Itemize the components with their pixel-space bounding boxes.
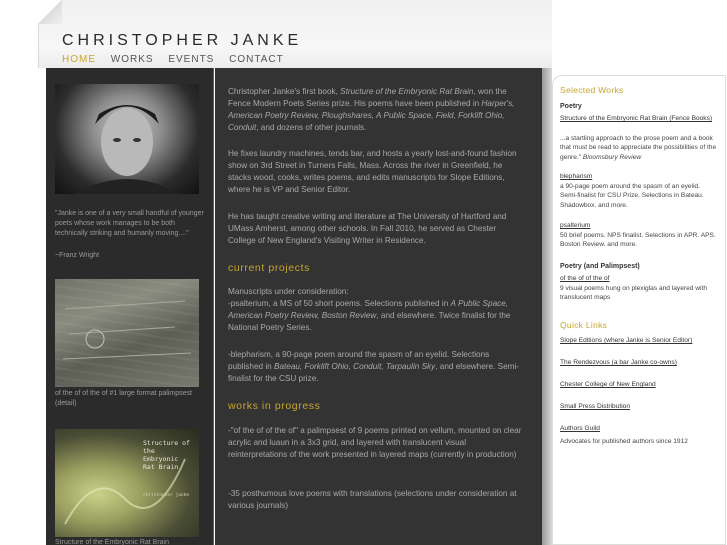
selected-works-heading: Selected Works: [560, 85, 624, 95]
poetry-heading: Poetry: [560, 103, 582, 110]
psalterium-description: [228, 298, 526, 334]
nav-item-contact[interactable]: CONTACT: [229, 54, 284, 65]
link-the-rendezvous[interactable]: The Rendezvous (a bar Janke co-owns): [560, 359, 677, 366]
work4-description: 9 visual poems hung on plexiglas and layered with translucent maps: [560, 285, 707, 302]
book-cover-author: christopher janke: [143, 493, 190, 498]
bio-text: Christopher Janke's first book,: [228, 87, 341, 96]
works-in-progress-heading: works in progress: [228, 400, 321, 412]
project-text: , and elsewhere. Semi-finalist for the CSU prize.: [228, 362, 519, 384]
book-cover-title: Structure of the Embryonic Rat Brain: [143, 439, 190, 471]
bio-text: , and dozens of other journals.: [256, 123, 367, 133]
column-divider: [542, 68, 552, 545]
work4-link[interactable]: [560, 274, 718, 283]
review-source: Bloomsbury Review: [582, 153, 642, 161]
author-photo: [55, 84, 199, 194]
work1-link[interactable]: [560, 114, 718, 123]
palimpsest-caption: of the of of the of #1 large format palimpsest (detail): [55, 390, 192, 407]
authors-guild-description: Advocates for published authors since 1912: [560, 438, 688, 445]
work2-link-text[interactable]: blepharism: [560, 173, 593, 180]
book-cover-photo[interactable]: [55, 429, 199, 537]
book-caption: Structure of the Embryonic Rat Brain: [55, 539, 169, 545]
nav-item-events[interactable]: EVENTS: [168, 54, 215, 65]
project-text: -psalterium, a MS of 50 short poems. Selections published in: [228, 299, 451, 308]
work2-link[interactable]: [560, 172, 718, 181]
palimpsest-heading: Poetry (and Palimpsest): [560, 263, 640, 270]
work-description-text: ...a startling approach to the prose poem and a book that must be read to appreciate the possibilities of the genre.": [560, 135, 717, 161]
work1-description: [560, 134, 718, 162]
book-title: Structure of the Embryonic Rat Brain: [340, 87, 474, 96]
project-text: -blepharism, a 90-page poem around the spasm of an eyelid. Selections published in: [228, 350, 490, 372]
palimpsest-photo[interactable]: [55, 279, 199, 387]
bio-text: , won the Fence Modern Poets Series prize. His poems have been published in: [228, 87, 507, 109]
nav-item-works[interactable]: WORKS: [110, 54, 154, 65]
journal-list: Bateau, Forklift Ohio, Conduit, Tarpaulin Sky: [273, 362, 436, 372]
link-small-press-distribution[interactable]: Small Press Distribution: [560, 403, 630, 410]
work3-link-text[interactable]: psalterium: [560, 222, 591, 229]
journal-list: Harper's, American Poetry Review, Ploughshares, A Public Space, Field, Forklift Ohio, Conduit: [228, 99, 515, 133]
site-title[interactable]: CHRISTOPHER JANKE: [62, 32, 303, 49]
progress-paragraph-2: -35 posthumous love poems with translations (selections under consideration at various journals): [228, 489, 517, 511]
current-projects-heading: current projects: [228, 262, 310, 274]
journal-list: A Public Space, American Poetry Review, Boston Review: [228, 299, 509, 321]
current-projects-intro: Manuscripts under consideration:: [228, 287, 349, 296]
progress-paragraph-1: -"of the of of the of" a palimpsest of 9 poems printed on vellum, mounted on clear acrylic and luaun in a 3x3 grid, and layered with translucent visual reinterpretations of the work presented in layered maps (currently in production): [228, 426, 522, 460]
project-text: , and elsewhere. Twice finalist for the National Poetry Series.: [228, 311, 511, 333]
page-corner-fold: [38, 0, 62, 24]
quick-links-heading: Quick Links: [560, 320, 608, 330]
work3-description: 50 brief poems. NPS finalist. Selections in APR. APS. Boston Review. and more.: [560, 232, 716, 249]
work4-link-text[interactable]: of the of of the of: [560, 275, 610, 282]
link-slope-editions[interactable]: Slope Editions (where Janke is Senior Editor): [560, 337, 693, 344]
quote-attribution: ~Franz Wright: [55, 252, 100, 259]
bio-paragraph-2: He fixes laundry machines, tends bar, and hosts a yearly lost-and-found fashion show on 3rd Street in Turners Falls, Mass. Across the river in Greenfield, he stacks wood, cooks, writes poems, and edits manuscripts for Slope Editions, where he is VP and Senior Editor.: [228, 149, 517, 195]
link-chester-college[interactable]: Chester College of New England: [560, 381, 656, 388]
bio-paragraph-3: He has taught creative writing and literature at The University of Hartford and UMass Amherst, among other schools. In Fall 2010, he served as Chester College of New England's Visiting Writer in Residence.: [228, 212, 507, 246]
nav-item-home[interactable]: HOME: [62, 54, 96, 65]
work3-link[interactable]: [560, 221, 718, 230]
main-nav: [62, 54, 295, 65]
blepharism-description: [228, 349, 526, 385]
bio-paragraph-1: [228, 86, 526, 134]
review-quote: "Janke is one of a very small handful of younger poets whose work manages to be both technically striking and humanly moving....": [55, 210, 204, 237]
work2-description: a 90-page poem around the spasm of an eyelid. Semi-finalist for CSU Prize. Selections in Bateau. Shadowbox. and more.: [560, 183, 704, 209]
work1-link-text[interactable]: Structure of the Embryonic Rat Brain (Fence Books): [560, 115, 713, 122]
link-authors-guild[interactable]: Authors Guild: [560, 425, 600, 432]
